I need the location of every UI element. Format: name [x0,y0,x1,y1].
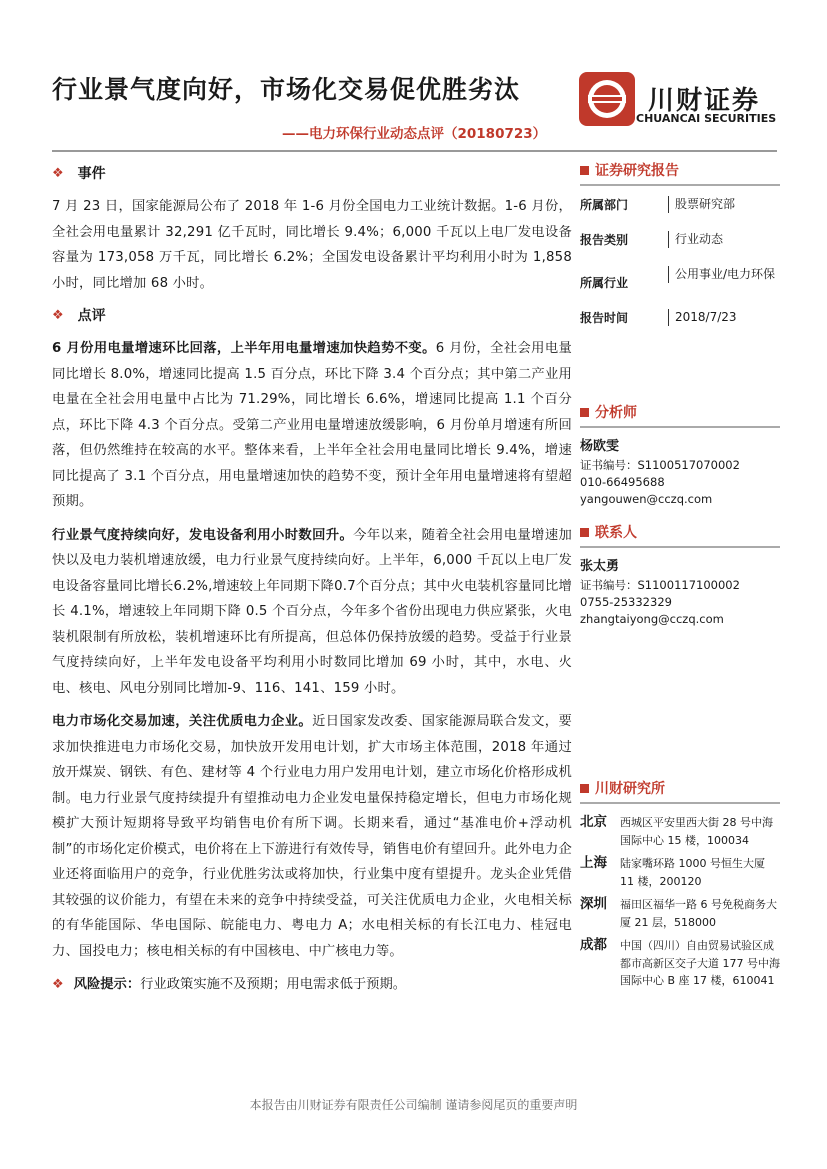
office-shanghai [580,855,780,890]
institute-heading-label: 川财研究所 [595,781,665,797]
comment-heading [52,304,572,326]
office-chengdu [580,937,780,990]
office-address: 福田区福华一路 6 号免税商务大厦 21 层，518000 [620,898,777,929]
office-address: 陆家嘴环路 1000 号恒生大厦 11 楼，200120 [620,857,765,888]
info-value: 股票研究部 [668,196,780,213]
info-row-industry [580,266,780,291]
contact-cert: 证书编号：S1100117100002 [580,578,740,592]
info-value: 2018/7/23 [668,309,780,326]
main-content [52,160,572,997]
office-beijing [580,814,780,849]
contact-heading [580,522,780,548]
diamond-bullet-icon: ❖ [52,977,64,992]
square-bullet-icon [580,528,589,537]
comment-heading-label: 点评 [77,308,106,324]
office-shenzhen [580,896,780,931]
comment-paragraph-1 [52,336,572,515]
analyst-heading-label: 分析师 [595,405,637,421]
comment-paragraph-2 [52,523,572,702]
analyst-heading [580,402,780,428]
page-subtitle: ——电力环保行业动态点评（20180723） [282,126,547,142]
risk-warning [52,972,572,997]
info-key: 报告类别 [580,233,629,247]
report-heading [580,160,780,186]
logo-english-name: CHUANCAI SECURITIES [636,112,777,125]
page-title: 行业景气度向好，市场化交易促优胜劣汰 [52,75,521,104]
contact-heading-label: 联系人 [595,525,637,541]
p2-lead: 行业景气度持续向好，发电设备利用小时数回升。 [52,527,354,543]
diamond-bullet-icon: ❖ [52,165,64,181]
header-divider [52,150,777,152]
diamond-bullet-icon: ❖ [52,307,64,323]
report-heading-label: 证券研究报告 [595,163,679,179]
office-address: 西城区平安里西大街 28 号中海国际中心 15 楼，100034 [620,816,773,847]
info-row-department [580,196,780,213]
office-city: 成都 [580,937,607,953]
info-key: 报告时间 [580,311,629,325]
office-city: 深圳 [580,896,607,912]
office-city: 上海 [580,855,607,871]
page-footer: 本报告由川财证券有限责任公司编制 谨请参阅尾页的重要声明 [249,1098,578,1112]
contact-phone: 0755-25332329 [580,595,672,609]
square-bullet-icon [580,784,589,793]
comment-paragraph-3 [52,709,572,964]
analyst-phone: 010-66495688 [580,475,665,489]
info-row-category [580,231,780,248]
logo-chinese-name: 川财证券 [648,86,761,116]
info-key: 所属行业 [580,276,629,290]
analyst-email[interactable]: yangouwen@cczq.com [580,492,713,506]
square-bullet-icon [580,166,589,175]
office-city: 北京 [580,814,607,830]
p3-body: 近日国家发改委、国家能源局联合发文，要求加快推进电力市场化交易，加快放开发用电计划，扩大市场主体范围，2018 年通过放开煤炭、钢铁、有色、建材等 4 个行业电力用户发用电计划，建立市场化价格形成机制。电力行业景气度持续提升有望推动电力企业发电量保持稳定增长，但电力市场化规模扩大预计短期将导致平均销售电价有所下调。长期来看，通过“基准电价+浮动机制”的市场化定价模式，电价将在上下游进行有效传导，销售电价有望回升。此外电力企业还将面临用户的竞争，行业优胜劣汰或将加快，行业集中度有望提升。龙头企业凭借其较强的议价能力，有望在未来的竞争中持续受益，可关注优质电力企业，火电相关标的有华能国际、华电国际、皖能电力、粤电力 A；水电相关标的有长江电力、桂冠电力、国投电力；核电相关标的有中国核电、中广核电力等。 [52,714,572,959]
info-row-date [580,309,780,326]
logo-mark-icon [578,71,636,127]
risk-text: 行业政策实施不及预期；用电需求低于预期。 [140,977,407,992]
sidebar [580,160,780,996]
analyst-cert: 证书编号：S1100517070002 [580,458,740,472]
p1-body: 6 月份，全社会用电量同比增长 8.0%，增速同比提高 1.5 百分点，环比下降 3.4 个百分点；其中第二产业用电量在全社会用电量中占比为 71.29%，同比增长 6.6%，增速同比提高 1.1 个百分点，环比下降 4.3 个百分点。受第二产业用电量增速放缓影响，6 月份单月增速有所回落，但仍然维持在较高的水平。整体来看，上半年全社会用电量同比增长 9.4%，增速同比提高了 3.1 个百分点，用电量增速加快的趋势不变，预计全年用电量增速将有望超预期。 [52,341,572,509]
p3-lead: 电力市场化交易加速，关注优质电力企业。 [52,714,313,729]
event-paragraph: 7 月 23 日，国家能源局公布了 2018 年 1-6 月份全国电力工业统计数据。1-6 月份，全社会用电量累计 32,291 亿千瓦时，同比增长 9.4%；6,000 千瓦以上电厂发电设备容量为 173,058 万千瓦，同比增长 6.2%；全国发电设备累计平均利用小时为 1,858 小时，同比增加 68 小时。 [52,199,572,291]
info-value: 行业动态 [668,231,780,248]
p1-lead: 6 月份用电量增速环比回落，上半年用电量增速加快趋势不变。 [52,341,436,356]
analyst-card [580,438,780,508]
info-key: 所属部门 [580,198,629,212]
contact-card [580,558,780,628]
analyst-name: 杨欧雯 [580,439,620,454]
info-value: 公用事业/电力环保 [668,266,780,283]
institute-heading [580,778,780,804]
p2-body: 今年以来，随着全社会用电量增速加快以及电力装机增速放缓，电力行业景气度持续向好。上半年，6,000 千瓦以上电厂发电设备容量同比增长6.2%,增速较上年同期下降0.7个百分点；其中火电装机容量同比增长 4.1%，增速较上年同期下降 0.5 个百分点，今年多个省份出现电力供应紧张，火电装机限制有所放松，装机增速环比有所提高，但总体仍保持放缓的趋势。受益于行业景气度持续向好，上半年发电设备平均利用小时数同比增加 69 小时，其中，水电、火电、核电、风电分别同比增加-9、116、141、159 小时。 [52,527,573,696]
office-address: 中国（四川）自由贸易试验区成都市高新区交子大道 177 号中海国际中心 B 座 17 楼，610041 [620,939,780,987]
contact-email[interactable]: zhangtaiyong@cczq.com [580,612,724,626]
square-bullet-icon [580,408,589,417]
event-heading-label: 事件 [77,166,106,182]
risk-label: 风险提示： [73,977,141,992]
contact-name: 张太勇 [580,559,620,574]
event-heading [52,162,572,184]
